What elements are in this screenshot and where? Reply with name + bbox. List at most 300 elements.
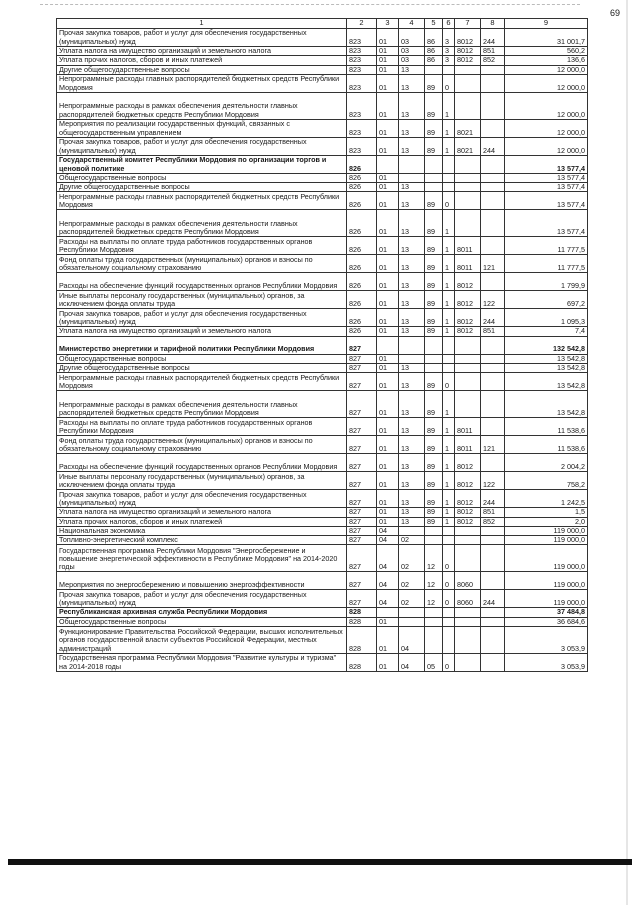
cell-subprogram: [443, 363, 455, 372]
cell-expense-type: [481, 536, 505, 545]
cell-subprogram: [443, 155, 455, 173]
column-header: 7: [455, 19, 481, 29]
cell-direction: 8011: [455, 418, 481, 436]
cell-expense-type: 852: [481, 517, 505, 526]
cell-direction: [455, 336, 481, 354]
table-row: [57, 526, 588, 535]
cell-gr: 823: [347, 65, 377, 74]
cell-amount: 560,2: [505, 47, 588, 56]
cell-amount: 758,2: [505, 472, 588, 490]
cell-program: 89: [425, 92, 443, 119]
cell-subsection: 13: [399, 183, 425, 192]
cell-section: 01: [377, 517, 399, 526]
cell-direction: [455, 373, 481, 391]
cell-program: [425, 336, 443, 354]
cell-expense-type: [481, 626, 505, 653]
cell-program: [425, 65, 443, 74]
cell-gr: 826: [347, 309, 377, 327]
cell-direction: 8012: [455, 472, 481, 490]
cell-section: 01: [377, 47, 399, 56]
cell-direction: [455, 74, 481, 92]
table-row: [57, 508, 588, 517]
cell-program: [425, 354, 443, 363]
cell-subsection: 13: [399, 309, 425, 327]
cell-name: Непрограммные расходы в рамках обеспечения деятельности главных распорядителей бюджетных средств Республики Мордовия: [57, 92, 347, 119]
cell-name: Общегосударственные вопросы: [57, 354, 347, 363]
cell-gr: 823: [347, 29, 377, 47]
cell-section: 01: [377, 391, 399, 418]
table-row: [57, 653, 588, 671]
cell-expense-type: 244: [481, 29, 505, 47]
cell-amount: 3 053,9: [505, 653, 588, 671]
cell-expense-type: [481, 572, 505, 590]
cell-subsection: 13: [399, 508, 425, 517]
cell-program: 89: [425, 490, 443, 508]
cell-expense-type: [481, 545, 505, 572]
cell-direction: 8012: [455, 47, 481, 56]
cell-expense-type: [481, 526, 505, 535]
cell-subsection: 13: [399, 273, 425, 291]
cell-subsection: 03: [399, 47, 425, 56]
cell-subprogram: [443, 526, 455, 535]
cell-section: 01: [377, 373, 399, 391]
cell-section: 01: [377, 418, 399, 436]
cell-gr: 826: [347, 210, 377, 237]
cell-program: 89: [425, 74, 443, 92]
cell-gr: 823: [347, 92, 377, 119]
cell-amount: 12 000,0: [505, 65, 588, 74]
cell-program: 89: [425, 137, 443, 155]
cell-direction: 8011: [455, 237, 481, 255]
cell-subprogram: 0: [443, 373, 455, 391]
column-header: 5: [425, 19, 443, 29]
table-row: [57, 608, 588, 617]
cell-expense-type: [481, 363, 505, 372]
cell-direction: [455, 92, 481, 119]
cell-direction: [455, 391, 481, 418]
column-header: 2: [347, 19, 377, 29]
cell-subsection: [399, 608, 425, 617]
cell-expense-type: 244: [481, 590, 505, 608]
cell-section: 01: [377, 255, 399, 273]
cell-gr: 827: [347, 572, 377, 590]
cell-section: 01: [377, 237, 399, 255]
cell-amount: 13 542,8: [505, 391, 588, 418]
cell-program: 12: [425, 590, 443, 608]
cell-name: Топливно-энергетический комплекс: [57, 536, 347, 545]
cell-name: Государственная программа Республики Мордовия "Энергосбережение и повышение энергетической эффективности в Республике Мордовия" на 2014-2020 годы: [57, 545, 347, 572]
cell-subsection: [399, 617, 425, 626]
cell-expense-type: 852: [481, 56, 505, 65]
cell-direction: 8021: [455, 137, 481, 155]
cell-amount: 2,0: [505, 517, 588, 526]
cell-direction: [455, 626, 481, 653]
cell-subprogram: 1: [443, 255, 455, 273]
table-row: [57, 354, 588, 363]
cell-name: Непрограммные расходы главных распорядителей бюджетных средств Республики Мордовия: [57, 192, 347, 210]
cell-gr: 827: [347, 436, 377, 454]
cell-name: Другие общегосударственные вопросы: [57, 363, 347, 372]
cell-direction: [455, 653, 481, 671]
cell-program: 89: [425, 472, 443, 490]
cell-program: 89: [425, 517, 443, 526]
table-row: [57, 517, 588, 526]
cell-subprogram: 1: [443, 391, 455, 418]
cell-name: Общегосударственные вопросы: [57, 617, 347, 626]
cell-expense-type: 122: [481, 472, 505, 490]
cell-name: Расходы на выплаты по оплате труда работников государственных органов Республики Мордовия: [57, 237, 347, 255]
cell-section: 04: [377, 526, 399, 535]
cell-amount: 119 000,0: [505, 526, 588, 535]
table-row: [57, 327, 588, 336]
cell-expense-type: 851: [481, 327, 505, 336]
cell-amount: 119 000,0: [505, 536, 588, 545]
cell-subprogram: 3: [443, 29, 455, 47]
cell-amount: 136,6: [505, 56, 588, 65]
cell-name: Министерство энергетики и тарифной политики Республики Мордовия: [57, 336, 347, 354]
table-row: [57, 572, 588, 590]
table-row: [57, 155, 588, 173]
cell-amount: 12 000,0: [505, 74, 588, 92]
cell-section: 01: [377, 119, 399, 137]
cell-amount: 697,2: [505, 291, 588, 309]
cell-gr: 827: [347, 354, 377, 363]
cell-expense-type: [481, 608, 505, 617]
cell-program: 86: [425, 29, 443, 47]
cell-subprogram: 1: [443, 418, 455, 436]
cell-subprogram: 1: [443, 137, 455, 155]
cell-subprogram: [443, 626, 455, 653]
cell-program: 89: [425, 391, 443, 418]
cell-section: 01: [377, 490, 399, 508]
table-row: [57, 74, 588, 92]
cell-amount: 12 000,0: [505, 119, 588, 137]
cell-gr: 827: [347, 545, 377, 572]
cell-subprogram: 1: [443, 436, 455, 454]
cell-program: 86: [425, 47, 443, 56]
cell-direction: 8012: [455, 490, 481, 508]
cell-subsection: [399, 155, 425, 173]
cell-subprogram: 0: [443, 545, 455, 572]
cell-gr: 823: [347, 47, 377, 56]
cell-amount: 13 577,4: [505, 210, 588, 237]
cell-amount: 13 542,8: [505, 354, 588, 363]
cell-expense-type: [481, 183, 505, 192]
table-row: [57, 56, 588, 65]
cell-subsection: 13: [399, 255, 425, 273]
cell-amount: 2 004,2: [505, 454, 588, 472]
cell-name: Мероприятия по энергосбережению и повышению энергоэффективности: [57, 572, 347, 590]
cell-program: 89: [425, 210, 443, 237]
cell-section: 04: [377, 545, 399, 572]
cell-name: Непрограммные расходы в рамках обеспечения деятельности главных распорядителей бюджетных средств Республики Мордовия: [57, 391, 347, 418]
cell-program: [425, 183, 443, 192]
cell-program: 89: [425, 454, 443, 472]
cell-subsection: [399, 354, 425, 363]
cell-subprogram: [443, 183, 455, 192]
cell-name: Уплата прочих налогов, сборов и иных платежей: [57, 56, 347, 65]
cell-name: Фонд оплаты труда государственных (муниципальных) органов и взносы по обязательному социальному страхованию: [57, 255, 347, 273]
cell-expense-type: [481, 92, 505, 119]
cell-subsection: [399, 173, 425, 182]
cell-section: 01: [377, 192, 399, 210]
cell-name: Непрограммные расходы в рамках обеспечения деятельности главных распорядителей бюджетных средств Республики Мордовия: [57, 210, 347, 237]
cell-program: 05: [425, 653, 443, 671]
cell-gr: 827: [347, 454, 377, 472]
cell-direction: [455, 536, 481, 545]
cell-direction: 8021: [455, 119, 481, 137]
cell-amount: 36 684,6: [505, 617, 588, 626]
table-row: [57, 309, 588, 327]
cell-gr: 826: [347, 255, 377, 273]
cell-amount: 132 542,8: [505, 336, 588, 354]
table-row: [57, 173, 588, 182]
cell-amount: 13 577,4: [505, 173, 588, 182]
table-row: [57, 192, 588, 210]
cell-gr: 827: [347, 490, 377, 508]
cell-name: Мероприятия по реализации государственных функций, связанных с общегосударственным управлением: [57, 119, 347, 137]
cell-expense-type: [481, 336, 505, 354]
cell-expense-type: 851: [481, 508, 505, 517]
cell-section: [377, 608, 399, 617]
cell-name: Прочая закупка товаров, работ и услуг для обеспечения государственных (муниципальных) нужд: [57, 590, 347, 608]
table-row: [57, 545, 588, 572]
cell-section: 01: [377, 56, 399, 65]
cell-expense-type: 851: [481, 47, 505, 56]
cell-name: Уплата налога на имущество организаций и земельного налога: [57, 508, 347, 517]
cell-subsection: 13: [399, 237, 425, 255]
cell-name: Непрограммные расходы главных распорядителей бюджетных средств Республики Мордовия: [57, 74, 347, 92]
cell-expense-type: 244: [481, 490, 505, 508]
cell-subprogram: 3: [443, 56, 455, 65]
cell-direction: 8060: [455, 590, 481, 608]
cell-subsection: 13: [399, 490, 425, 508]
cell-direction: [455, 363, 481, 372]
cell-subsection: 02: [399, 536, 425, 545]
cell-section: [377, 336, 399, 354]
cell-section: 01: [377, 327, 399, 336]
table-row: [57, 119, 588, 137]
cell-gr: 826: [347, 273, 377, 291]
cell-name: Прочая закупка товаров, работ и услуг для обеспечения государственных (муниципальных) нужд: [57, 29, 347, 47]
cell-gr: 823: [347, 56, 377, 65]
table-row: [57, 617, 588, 626]
cell-direction: [455, 65, 481, 74]
cell-subprogram: [443, 354, 455, 363]
table-row: [57, 418, 588, 436]
cell-gr: 827: [347, 517, 377, 526]
cell-subsection: 13: [399, 391, 425, 418]
cell-section: 04: [377, 536, 399, 545]
cell-subprogram: 0: [443, 590, 455, 608]
cell-name: Государственный комитет Республики Мордовия по организации торгов и ценовой политике: [57, 155, 347, 173]
column-header-row: [57, 19, 588, 29]
table-row: [57, 291, 588, 309]
cell-amount: 1,5: [505, 508, 588, 517]
cell-program: 89: [425, 291, 443, 309]
cell-subprogram: [443, 65, 455, 74]
cell-direction: 8012: [455, 327, 481, 336]
cell-gr: 827: [347, 373, 377, 391]
cell-gr: 827: [347, 472, 377, 490]
cell-subprogram: 1: [443, 291, 455, 309]
column-header: 6: [443, 19, 455, 29]
column-header: 3: [377, 19, 399, 29]
table-row: [57, 183, 588, 192]
cell-subsection: 04: [399, 653, 425, 671]
cell-subprogram: 1: [443, 327, 455, 336]
cell-direction: [455, 210, 481, 237]
cell-name: Республиканская архивная служба Республики Мордовия: [57, 608, 347, 617]
table-row: [57, 536, 588, 545]
cell-subsection: 13: [399, 454, 425, 472]
cell-expense-type: [481, 653, 505, 671]
cell-amount: 11 538,6: [505, 436, 588, 454]
table-row: [57, 92, 588, 119]
column-header: 4: [399, 19, 425, 29]
cell-name: Другие общегосударственные вопросы: [57, 183, 347, 192]
cell-section: 01: [377, 617, 399, 626]
cell-amount: 7,4: [505, 327, 588, 336]
cell-direction: [455, 173, 481, 182]
cell-subsection: 02: [399, 590, 425, 608]
cell-subprogram: 1: [443, 517, 455, 526]
table-row: [57, 490, 588, 508]
cell-section: 01: [377, 92, 399, 119]
cell-name: Непрограммные расходы главных распорядителей бюджетных средств Республики Мордовия: [57, 373, 347, 391]
cell-name: Прочая закупка товаров, работ и услуг для обеспечения государственных (муниципальных) нужд: [57, 490, 347, 508]
cell-amount: 11 538,6: [505, 418, 588, 436]
cell-amount: 31 001,7: [505, 29, 588, 47]
cell-amount: 1 799,9: [505, 273, 588, 291]
cell-program: [425, 608, 443, 617]
cell-gr: 828: [347, 626, 377, 653]
cell-direction: [455, 526, 481, 535]
cell-name: Иные выплаты персоналу государственных (муниципальных) органов, за исключением фонда оплаты труда: [57, 472, 347, 490]
cell-section: 01: [377, 472, 399, 490]
cell-program: [425, 363, 443, 372]
cell-gr: 827: [347, 391, 377, 418]
cell-direction: 8060: [455, 572, 481, 590]
cell-direction: [455, 183, 481, 192]
cell-expense-type: [481, 210, 505, 237]
cell-section: 01: [377, 626, 399, 653]
cell-subprogram: 1: [443, 490, 455, 508]
cell-expense-type: [481, 237, 505, 255]
cell-section: 01: [377, 137, 399, 155]
cell-name: Уплата налога на имущество организаций и земельного налога: [57, 47, 347, 56]
cell-expense-type: [481, 391, 505, 418]
cell-amount: 11 777,5: [505, 237, 588, 255]
table-row: [57, 47, 588, 56]
table-row: [57, 373, 588, 391]
cell-amount: 11 777,5: [505, 255, 588, 273]
cell-subsection: 13: [399, 137, 425, 155]
cell-gr: 823: [347, 74, 377, 92]
cell-name: Уплата налога на имущество организаций и земельного налога: [57, 327, 347, 336]
cell-direction: 8011: [455, 255, 481, 273]
cell-program: 89: [425, 327, 443, 336]
cell-name: Общегосударственные вопросы: [57, 173, 347, 182]
cell-subsection: 13: [399, 74, 425, 92]
column-header: 8: [481, 19, 505, 29]
cell-direction: [455, 545, 481, 572]
cell-name: Фонд оплаты труда государственных (муниципальных) органов и взносы по обязательному социальному страхованию: [57, 436, 347, 454]
cell-amount: 119 000,0: [505, 545, 588, 572]
cell-section: 01: [377, 273, 399, 291]
cell-program: [425, 617, 443, 626]
column-header: 9: [505, 19, 588, 29]
cell-amount: 13 542,8: [505, 363, 588, 372]
cell-subprogram: 1: [443, 309, 455, 327]
cell-subprogram: 3: [443, 47, 455, 56]
table-row: [57, 391, 588, 418]
cell-subsection: 13: [399, 210, 425, 237]
cell-direction: [455, 617, 481, 626]
table-row: [57, 65, 588, 74]
cell-name: Государственная программа Республики Мордовия "Развитие культуры и туризма" на 2014-2018 годы: [57, 653, 347, 671]
cell-subprogram: 1: [443, 237, 455, 255]
cell-amount: 13 577,4: [505, 192, 588, 210]
cell-name: Прочая закупка товаров, работ и услуг для обеспечения государственных (муниципальных) нужд: [57, 137, 347, 155]
cell-expense-type: [481, 74, 505, 92]
cell-subsection: 03: [399, 29, 425, 47]
table-row: [57, 454, 588, 472]
cell-section: 01: [377, 354, 399, 363]
cell-expense-type: 244: [481, 309, 505, 327]
cell-gr: 823: [347, 119, 377, 137]
cell-program: 89: [425, 309, 443, 327]
table-row: [57, 626, 588, 653]
cell-expense-type: [481, 155, 505, 173]
cell-program: [425, 173, 443, 182]
cell-amount: 13 577,4: [505, 183, 588, 192]
cell-section: 01: [377, 183, 399, 192]
cell-amount: 119 000,0: [505, 590, 588, 608]
cell-subsection: 04: [399, 626, 425, 653]
cell-gr: 827: [347, 363, 377, 372]
cell-program: 89: [425, 418, 443, 436]
cell-direction: 8012: [455, 273, 481, 291]
cell-name: Прочая закупка товаров, работ и услуг для обеспечения государственных (муниципальных) нужд: [57, 309, 347, 327]
cell-section: 01: [377, 29, 399, 47]
cell-expense-type: [481, 373, 505, 391]
cell-section: 01: [377, 653, 399, 671]
table-row: [57, 472, 588, 490]
cell-expense-type: [481, 354, 505, 363]
budget-table: [56, 18, 588, 672]
cell-subsection: 02: [399, 572, 425, 590]
cell-expense-type: 122: [481, 291, 505, 309]
cell-section: 01: [377, 436, 399, 454]
page-number: 69: [610, 8, 621, 18]
cell-amount: 1 095,3: [505, 309, 588, 327]
cell-amount: 13 577,4: [505, 155, 588, 173]
table-row: [57, 137, 588, 155]
cell-name: Функционирование Правительства Российской Федерации, высших исполнительных органов государственной власти субъектов Российской Федерации, местных администраций: [57, 626, 347, 653]
cell-expense-type: 121: [481, 436, 505, 454]
cell-subprogram: [443, 608, 455, 617]
cell-program: 89: [425, 192, 443, 210]
cell-gr: 823: [347, 137, 377, 155]
cell-expense-type: [481, 173, 505, 182]
cell-section: 01: [377, 291, 399, 309]
cell-gr: 826: [347, 192, 377, 210]
top-rule: [40, 4, 580, 5]
cell-name: Иные выплаты персоналу государственных (муниципальных) органов, за исключением фонда оплаты труда: [57, 291, 347, 309]
cell-subprogram: 1: [443, 119, 455, 137]
cell-section: 01: [377, 309, 399, 327]
